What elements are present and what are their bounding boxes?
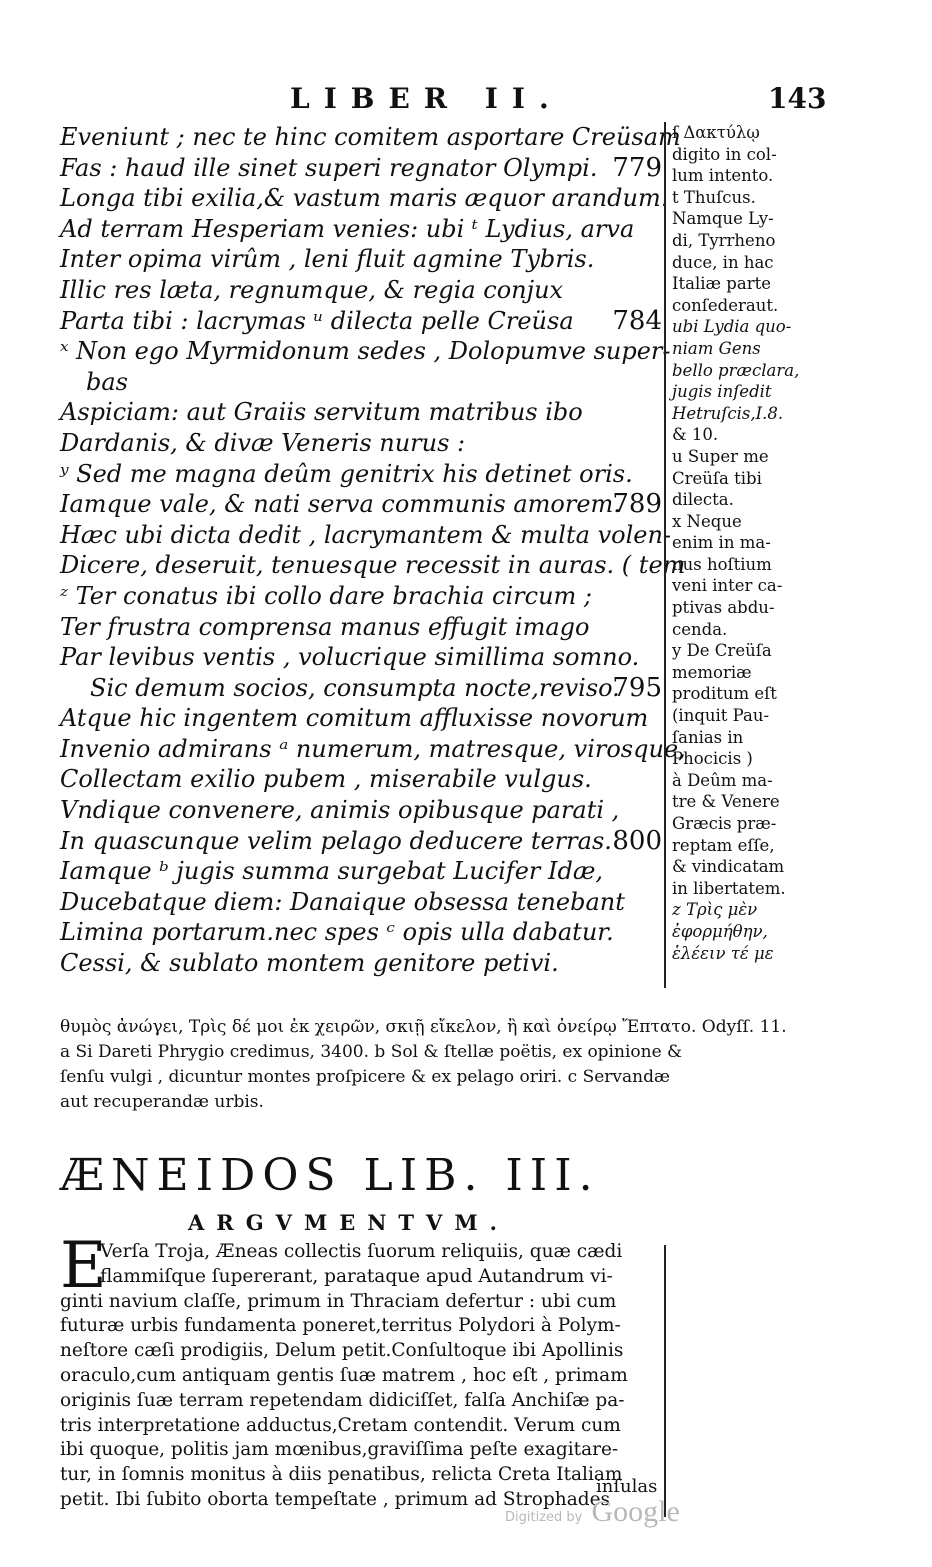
line-number: 795 xyxy=(612,672,662,703)
margin-note-line: ptivas abdu- xyxy=(672,598,775,618)
verse-line xyxy=(60,244,668,275)
running-header xyxy=(0,82,932,122)
margin-note-line: y De Creüſa xyxy=(672,641,772,661)
margin-note-line: lum intento. xyxy=(672,166,774,186)
verse-text: Illic res læta, regnumque, & regia conjux xyxy=(60,275,564,304)
verse-text: Collectam exilio pubem , miserabile vulgus. xyxy=(60,765,592,794)
verse-line xyxy=(60,581,668,612)
verse-line xyxy=(60,795,668,826)
margin-note-line: bello præclara, xyxy=(672,360,800,380)
argument-rule xyxy=(664,1245,666,1517)
verse-text: Dardanis, & divæ Veneris nurus : xyxy=(60,428,466,457)
verse-line xyxy=(60,764,668,795)
margin-note-line: Phocicis ) xyxy=(672,749,753,769)
verse-line xyxy=(60,428,668,459)
verse-line xyxy=(60,367,668,398)
footnotes xyxy=(60,1015,812,1115)
margin-note-line: duce, in hac xyxy=(672,252,774,272)
argument-line: tur, in ſomnis monitus à diis penatibus, relicta Creta Italiam xyxy=(60,1464,623,1486)
margin-notes xyxy=(664,122,820,988)
margin-note-line: & 10. xyxy=(672,425,719,445)
verse-line xyxy=(60,734,686,765)
margin-note-line: Hetruſcis,I.8. xyxy=(672,403,784,423)
margin-note-line: ubi Lydia quo- xyxy=(672,317,792,337)
margin-note-line: ſ Δακτύλῳ xyxy=(672,123,760,142)
footnote-line: θυμὸς ἀνώγει, Τρὶς δέ μοι ἐκ χειρῶν, σκιῇ εἴκελον, ἢ καὶ ὀνείρῳ Ἔπτατο. Odyſſ. 11. xyxy=(60,1017,787,1037)
verse-text: Invenio admirans ᵃ numerum, matresque, virosque, xyxy=(60,734,686,763)
margin-note-line: z Τρὶς μὲν xyxy=(672,900,758,920)
verse-text: ʸ Sed me magna deûm genitrix his detinet oris. xyxy=(60,459,633,488)
verse-line xyxy=(60,703,668,734)
verse-line xyxy=(60,673,668,704)
argument-line: petit. Ibi ſubito oborta tempeſtate , primum ad Strophades xyxy=(60,1488,611,1510)
verse-text: Iamque ᵇ jugis summa surgebat Lucifer Idæ, xyxy=(60,857,604,886)
margin-note-line: digito in col- xyxy=(672,144,777,164)
margin-note-line: (inquit Pau- xyxy=(672,706,770,726)
verse-line xyxy=(60,459,668,490)
argument-line: tris interpretatione adductus,Cretam contendit. Verum cum xyxy=(60,1414,621,1436)
footnote-line: ſenſu vulgi , dicuntur montes proſpicere & ex pelago oriri. c Servandæ xyxy=(60,1067,670,1087)
margin-note-line: Namque Ly- xyxy=(672,209,774,229)
margin-note-line: veni inter ca- xyxy=(672,576,783,596)
verse-line xyxy=(60,612,668,643)
margin-note-line: dilecta. xyxy=(672,490,734,510)
margin-note-line: Græcis præ- xyxy=(672,814,777,833)
line-number: 784 xyxy=(612,305,662,336)
verse-line xyxy=(60,397,668,428)
margin-note-line: nus hoſtium xyxy=(672,554,772,574)
margin-note-line: ἑλέειν τέ με xyxy=(672,943,774,963)
margin-note-line: enim in ma- xyxy=(672,533,771,553)
verse-line xyxy=(60,550,686,581)
footnote-line: aut recuperandæ urbis. xyxy=(60,1092,264,1112)
verse-text: Parta tibi : lacrymas ᵘ dilecta pelle Creüsa xyxy=(60,306,574,335)
argument-line: originis ſuæ terram repetendam didiciſſet, falſa Anchiſæ pa- xyxy=(60,1389,625,1411)
verse-text: Ter frustra comprensa manus effugit imago xyxy=(60,612,590,641)
margin-note-line: ſanias in xyxy=(672,727,744,747)
verse-text: Cessi, & sublato montem genitore petivi. xyxy=(60,949,559,978)
line-number: 779 xyxy=(612,152,662,183)
verse-text: Longa tibi exilia,& vastum maris æquor arandum. xyxy=(60,184,669,213)
verse-line xyxy=(60,826,668,857)
margin-note-line: di, Tyrrheno xyxy=(672,230,776,250)
verse-text: Dicere, deseruit, tenuesque recessit in auras. ( tem xyxy=(60,551,686,580)
margin-note-line: in libertatem. xyxy=(672,878,786,898)
running-title: LIBER II. xyxy=(290,82,563,115)
argument-text xyxy=(60,1229,666,1513)
verse-line xyxy=(60,642,668,673)
margin-note-line: niam Gens xyxy=(672,338,761,358)
margin-note-line: Italiæ parte xyxy=(672,274,771,294)
argument-line: neſtore cæſi prodigiis, Delum petit.Conſultoque ibi Apollinis xyxy=(60,1340,624,1362)
verse-text: Atque hic ingentem comitum affluxisse novorum xyxy=(60,704,649,733)
verse-line xyxy=(60,520,672,551)
verse-line xyxy=(60,489,668,520)
line-number: 789 xyxy=(612,489,662,520)
verse-text: bas xyxy=(86,367,128,396)
digitization-watermark xyxy=(505,1495,680,1529)
verse-text: Ducebatque diem: Danaique obsessa tenebant xyxy=(60,887,625,916)
margin-note-line: proditum eſt xyxy=(672,684,777,704)
margin-note-line: Creüſa tibi xyxy=(672,468,762,488)
verse-text: ˣ Non ego Myrmidonum sedes , Dolopumve super- xyxy=(60,337,671,366)
margin-note-line: cenda. xyxy=(672,619,728,639)
verse-text: Iamque vale, & nati serva communis amorem. xyxy=(60,490,621,519)
verse-text: ᶻ Ter conatus ibi collo dare brachia circum ; xyxy=(60,581,592,610)
verse-line xyxy=(60,275,668,306)
footnote-line: a Si Dareti Phrygio credimus, 3400. b Sol & ſtellæ poëtis, ex opinione & xyxy=(60,1042,683,1062)
verse-line xyxy=(60,153,668,184)
verse-line xyxy=(60,306,668,337)
verse-line xyxy=(60,887,668,918)
verse-line xyxy=(60,214,668,245)
verse-line xyxy=(60,336,671,367)
verse-text: Ad terram Hesperiam venies: ubi ᵗ Lydius, arva xyxy=(60,214,635,243)
verse-line xyxy=(60,856,668,887)
margin-note-line: tre & Venere xyxy=(672,792,780,812)
watermark-brand: Google xyxy=(591,1495,680,1528)
book-title: ÆNEIDOS LIB. III. xyxy=(60,1150,600,1201)
drop-cap: E xyxy=(60,1229,107,1303)
verse-text: Sic demum socios, consumpta nocte,reviso. xyxy=(90,673,620,702)
argument-line: futuræ urbis fundamenta poneret,territus Polydori à Polym- xyxy=(60,1315,621,1337)
verse-text: Fas : haud ille sinet superi regnator Olympi. xyxy=(60,153,598,182)
verse-text: In quascunque velim pelago deducere terras. xyxy=(60,826,612,855)
verse-column xyxy=(60,122,686,979)
line-number: 800 xyxy=(612,825,662,856)
verse-line xyxy=(60,948,668,979)
margin-note-line: & vindicatam xyxy=(672,857,785,877)
catchword: inſulas xyxy=(596,1476,658,1497)
margin-note-line: memoriæ xyxy=(672,662,752,682)
argument-line: oraculo,cum antiquam gentis ſuæ matrem , hoc eſt , primam xyxy=(60,1364,628,1386)
verse-text: Hæc ubi dicta dedit , lacrymantem & multa volen- xyxy=(60,520,672,549)
margin-note-line: ἐφορμήθην, xyxy=(672,921,768,941)
verse-text: Inter opima virûm , leni fluit agmine Tybris. xyxy=(60,245,595,274)
margin-note-line: conſederaut. xyxy=(672,295,779,315)
margin-note-line: x Neque xyxy=(672,511,742,531)
margin-note-line: reptam eſſe, xyxy=(672,835,775,855)
verse-text: Vndique convenere, animis opibusque parati , xyxy=(60,796,620,825)
verse-line xyxy=(60,917,668,948)
argument-line: Verſa Troja, Æneas collectis ſuorum reliquiis, quæ cædi xyxy=(100,1241,623,1262)
verse-text: Par levibus ventis , volucrique simillima somno. xyxy=(60,643,640,672)
verse-line xyxy=(60,122,681,153)
margin-note-line: t Thuſcus. xyxy=(672,187,756,207)
argument-line: ginti navium claſſe, primum in Thraciam defertur : ubi cum xyxy=(60,1290,617,1312)
page-number: 143 xyxy=(768,82,827,115)
verse-text: Limina portarum.nec spes ᶜ opis ulla dabatur. xyxy=(60,918,614,947)
verse-text: Aspiciam: aut Graiis servitum matribus ibo xyxy=(60,398,583,427)
verse-text: Eveniunt ; nec te hinc comitem asportare Creüsam xyxy=(60,123,681,151)
argument-line: flammiſque ſupererant, parataque apud Autandrum vi- xyxy=(100,1265,613,1287)
margin-note-line: à Deûm ma- xyxy=(672,770,773,790)
verse-line xyxy=(60,183,668,214)
argument-line: ibi quoque, politis jam mœnibus,graviſſima peſte exagitare- xyxy=(60,1439,619,1461)
argument-title: ARGVMENTVM. xyxy=(188,1210,509,1235)
margin-note-line: u Super me xyxy=(672,446,769,466)
margin-note-line: jugis inſedit xyxy=(672,382,772,402)
watermark-prefix: Digitized by xyxy=(505,1510,583,1525)
